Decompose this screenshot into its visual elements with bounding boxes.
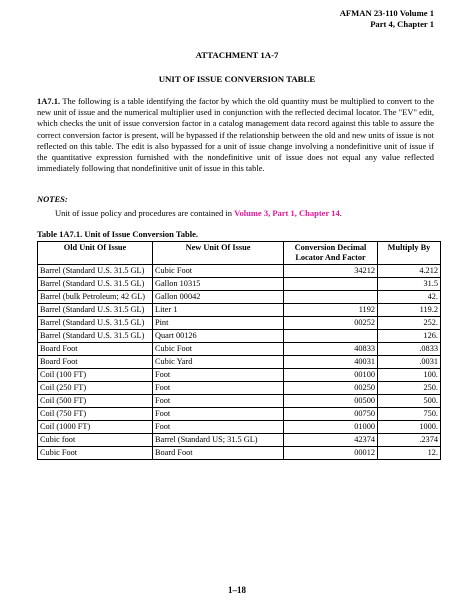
cell-new-unit: Foot	[153, 421, 284, 434]
cell-multiply-by: .0833	[378, 343, 441, 356]
table-row	[38, 421, 441, 434]
cell-new-unit: Quart 00126	[153, 330, 284, 343]
cell-conversion-factor: 1192	[284, 304, 378, 317]
attachment-title: ATTACHMENT 1A-7	[195, 50, 279, 60]
cell-multiply-by: 100.	[378, 369, 441, 382]
cell-multiply-by: 1000.	[378, 421, 441, 434]
cell-old-unit: Coil (500 FT)	[38, 395, 153, 408]
cell-old-unit: Cubic Foot	[38, 447, 153, 460]
table-row	[38, 356, 441, 369]
cell-old-unit: Barrel (bulk Petroleum; 42 GL)	[38, 291, 153, 304]
header-new-unit: New Unit Of Issue	[153, 242, 284, 265]
header-conversion-factor: Conversion Decimal Locator And Factor	[284, 242, 378, 265]
cell-conversion-factor: 00012	[284, 447, 378, 460]
cell-conversion-factor	[284, 291, 378, 304]
paragraph-text: The following is a table identifying the factor by which the old quantity must be multiplied to convert to the new unit of issue and the numerical multiplier used in conjunction with the reflected decimal locator. The "EV" edit, which checks the unit of issue conversion factor in a catalog management data record against this table to assure the correct conversion factor is present, will be bypassed if the relationship between the old and new units of issue is not reflected on this table. The edit is also bypassed for a unit of issue change involving a nondefinitive unit of issue if the quantitative expression furnished with the nondefinitive unit of issue does not equal any value reflected immediately following that nondefinitive unit of issue in this table.	[37, 96, 434, 174]
cell-old-unit: Barrel (Standard U.S. 31.5 GL)	[38, 330, 153, 343]
cell-conversion-factor: 40833	[284, 343, 378, 356]
cell-conversion-factor: 00500	[284, 395, 378, 408]
volume-reference-link[interactable]: Volume 3, Part 1, Chapter 14	[234, 208, 340, 218]
cell-new-unit: Gallon 10315	[153, 278, 284, 291]
table-row	[38, 369, 441, 382]
header-multiply-by: Multiply By	[378, 242, 441, 265]
cell-old-unit: Barrel (Standard U.S. 31.5 GL)	[38, 304, 153, 317]
table-row	[38, 408, 441, 421]
cell-multiply-by: .2374	[378, 434, 441, 447]
cell-old-unit: Coil (100 FT)	[38, 369, 153, 382]
cell-old-unit: Barrel (Standard U.S. 31.5 GL)	[38, 265, 153, 278]
paragraph-number: 1A7.1.	[37, 96, 61, 106]
table-row	[38, 291, 441, 304]
table-row	[38, 395, 441, 408]
cell-conversion-factor: 00250	[284, 382, 378, 395]
conversion-table	[37, 241, 441, 460]
cell-old-unit: Cubic foot	[38, 434, 153, 447]
cell-new-unit: Board Foot	[153, 447, 284, 460]
cell-new-unit: Foot	[153, 369, 284, 382]
table-row	[38, 330, 441, 343]
cell-multiply-by: 12.	[378, 447, 441, 460]
table-row	[38, 447, 441, 460]
cell-conversion-factor	[284, 330, 378, 343]
cell-multiply-by: 31.5	[378, 278, 441, 291]
header-line-2: Part 4, Chapter 1	[370, 19, 434, 29]
notes-heading: NOTES:	[37, 194, 68, 204]
cell-old-unit: Coil (1000 FT)	[38, 421, 153, 434]
cell-multiply-by: 500.	[378, 395, 441, 408]
cell-old-unit: Coil (750 FT)	[38, 408, 153, 421]
intro-paragraph	[37, 96, 434, 174]
cell-new-unit: Foot	[153, 382, 284, 395]
cell-multiply-by: 126.	[378, 330, 441, 343]
header-line-1: AFMAN 23-110 Volume 1	[339, 8, 434, 18]
cell-conversion-factor: 00750	[284, 408, 378, 421]
table-row	[38, 382, 441, 395]
cell-old-unit: Barrel (Standard U.S. 31.5 GL)	[38, 278, 153, 291]
cell-conversion-factor: 01000	[284, 421, 378, 434]
cell-new-unit: Pint	[153, 317, 284, 330]
cell-multiply-by: 119.2	[378, 304, 441, 317]
cell-old-unit: Board Foot	[38, 356, 153, 369]
cell-multiply-by: 42.	[378, 291, 441, 304]
cell-new-unit: Cubic Foot	[153, 265, 284, 278]
table-row	[38, 317, 441, 330]
table-row	[38, 265, 441, 278]
section-subtitle: UNIT OF ISSUE CONVERSION TABLE	[158, 74, 316, 84]
cell-conversion-factor: 00100	[284, 369, 378, 382]
cell-new-unit: Cubic Yard	[153, 356, 284, 369]
table-row	[38, 278, 441, 291]
table-row	[38, 343, 441, 356]
cell-old-unit: Coil (250 FT)	[38, 382, 153, 395]
cell-old-unit: Barrel (Standard U.S. 31.5 GL)	[38, 317, 153, 330]
cell-conversion-factor: 00252	[284, 317, 378, 330]
cell-new-unit: Gallon 00042	[153, 291, 284, 304]
page-header	[340, 8, 434, 30]
notes-text-after: .	[339, 208, 342, 218]
cell-new-unit: Liter 1	[153, 304, 284, 317]
cell-multiply-by: 252.	[378, 317, 441, 330]
cell-conversion-factor: 34212	[284, 265, 378, 278]
table-caption: Table 1A7.1. Unit of Issue Conversion Table.	[37, 229, 198, 239]
cell-new-unit: Cubic Foot	[153, 343, 284, 356]
notes-text	[55, 208, 342, 218]
cell-multiply-by: 750.	[378, 408, 441, 421]
cell-new-unit: Foot	[153, 395, 284, 408]
cell-new-unit: Barrel (Standard US; 31.5 GL)	[153, 434, 284, 447]
cell-conversion-factor: 42374	[284, 434, 378, 447]
cell-new-unit: Foot	[153, 408, 284, 421]
page-number: 1–18	[228, 585, 246, 595]
cell-old-unit: Board Foot	[38, 343, 153, 356]
notes-text-before: Unit of issue policy and procedures are contained in	[55, 208, 235, 218]
cell-multiply-by: 4.212	[378, 265, 441, 278]
header-old-unit: Old Unit Of Issue	[38, 242, 153, 265]
cell-conversion-factor	[284, 278, 378, 291]
table-row	[38, 434, 441, 447]
cell-multiply-by: 250.	[378, 382, 441, 395]
cell-multiply-by: .0031	[378, 356, 441, 369]
table-header-row	[38, 242, 441, 265]
table-row	[38, 304, 441, 317]
cell-conversion-factor: 40031	[284, 356, 378, 369]
